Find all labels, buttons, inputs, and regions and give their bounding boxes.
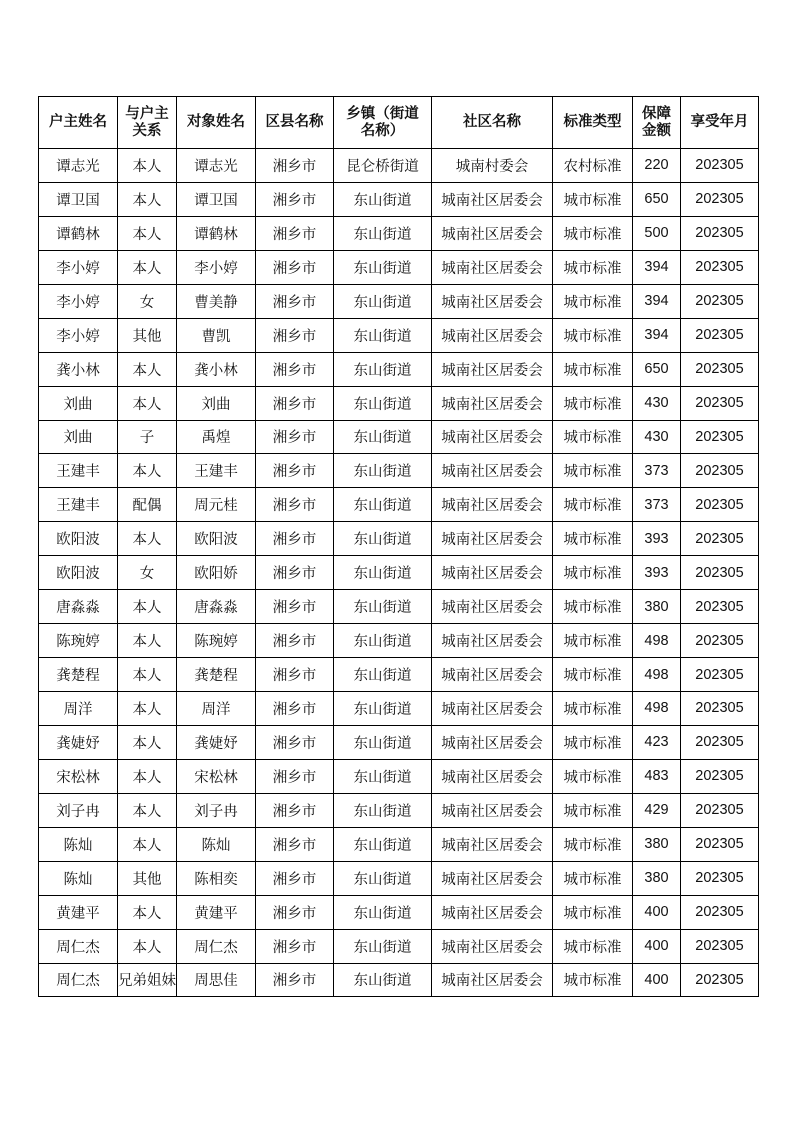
cell-community: 城南社区居委会 — [432, 488, 553, 522]
cell-relation: 本人 — [118, 658, 177, 692]
cell-household-head: 欧阳波 — [39, 556, 118, 590]
cell-relation: 本人 — [118, 182, 177, 216]
cell-relation: 本人 — [118, 929, 177, 963]
cell-town: 东山街道 — [334, 861, 432, 895]
cell-month: 202305 — [681, 590, 759, 624]
cell-recipient: 刘子冉 — [177, 793, 256, 827]
cell-standard: 城市标准 — [553, 216, 633, 250]
table-row — [39, 454, 759, 488]
cell-standard: 城市标准 — [553, 284, 633, 318]
cell-relation: 女 — [118, 284, 177, 318]
cell-relation: 本人 — [118, 522, 177, 556]
cell-community: 城南社区居委会 — [432, 692, 553, 726]
table-row — [39, 352, 759, 386]
cell-amount: 373 — [633, 454, 681, 488]
cell-town: 东山街道 — [334, 182, 432, 216]
cell-relation: 本人 — [118, 149, 177, 183]
cell-community: 城南社区居委会 — [432, 182, 553, 216]
cell-household-head: 陈灿 — [39, 827, 118, 861]
cell-household-head: 李小婷 — [39, 284, 118, 318]
table-row — [39, 793, 759, 827]
cell-amount: 423 — [633, 725, 681, 759]
column-header-label: 关系 — [132, 122, 162, 139]
cell-household-head: 李小婷 — [39, 250, 118, 284]
cell-town: 东山街道 — [334, 590, 432, 624]
cell-month: 202305 — [681, 386, 759, 420]
cell-household-head: 陈琬婷 — [39, 624, 118, 658]
cell-recipient: 陈灿 — [177, 827, 256, 861]
cell-county: 湘乡市 — [256, 216, 334, 250]
cell-household-head: 唐淼淼 — [39, 590, 118, 624]
cell-community: 城南社区居委会 — [432, 250, 553, 284]
cell-standard: 城市标准 — [553, 895, 633, 929]
cell-community: 城南社区居委会 — [432, 386, 553, 420]
table-row — [39, 386, 759, 420]
subsidy-table — [38, 96, 759, 997]
cell-household-head: 刘曲 — [39, 420, 118, 454]
cell-amount: 430 — [633, 386, 681, 420]
cell-county: 湘乡市 — [256, 149, 334, 183]
table-row — [39, 692, 759, 726]
cell-relation: 女 — [118, 556, 177, 590]
cell-relation: 其他 — [118, 861, 177, 895]
cell-month: 202305 — [681, 352, 759, 386]
cell-recipient: 唐淼淼 — [177, 590, 256, 624]
cell-month: 202305 — [681, 759, 759, 793]
cell-relation: 本人 — [118, 895, 177, 929]
cell-relation: 兄弟姐妹 — [118, 963, 177, 997]
cell-recipient: 龚婕妤 — [177, 725, 256, 759]
column-header-amount — [633, 97, 681, 149]
cell-community: 城南社区居委会 — [432, 827, 553, 861]
cell-community: 城南社区居委会 — [432, 522, 553, 556]
cell-town: 东山街道 — [334, 386, 432, 420]
cell-standard: 城市标准 — [553, 386, 633, 420]
cell-recipient: 陈琬婷 — [177, 624, 256, 658]
cell-amount: 394 — [633, 284, 681, 318]
cell-relation: 本人 — [118, 827, 177, 861]
cell-relation: 本人 — [118, 725, 177, 759]
cell-recipient: 周思佳 — [177, 963, 256, 997]
cell-household-head: 龚小林 — [39, 352, 118, 386]
table-row — [39, 759, 759, 793]
cell-month: 202305 — [681, 929, 759, 963]
cell-standard: 城市标准 — [553, 658, 633, 692]
table-row — [39, 318, 759, 352]
cell-town: 东山街道 — [334, 725, 432, 759]
cell-recipient: 龚小林 — [177, 352, 256, 386]
cell-month: 202305 — [681, 216, 759, 250]
table-row — [39, 250, 759, 284]
column-header-label: 对象姓名 — [187, 114, 245, 130]
cell-month: 202305 — [681, 692, 759, 726]
cell-town: 东山街道 — [334, 827, 432, 861]
cell-recipient: 谭鹤林 — [177, 216, 256, 250]
cell-household-head: 黄建平 — [39, 895, 118, 929]
cell-county: 湘乡市 — [256, 827, 334, 861]
cell-community: 城南社区居委会 — [432, 590, 553, 624]
column-header-label: 享受年月 — [690, 114, 749, 130]
cell-town: 东山街道 — [334, 454, 432, 488]
cell-recipient: 周元桂 — [177, 488, 256, 522]
cell-amount: 380 — [633, 590, 681, 624]
cell-county: 湘乡市 — [256, 250, 334, 284]
cell-recipient: 李小婷 — [177, 250, 256, 284]
cell-relation: 本人 — [118, 793, 177, 827]
cell-household-head: 王建丰 — [39, 488, 118, 522]
cell-town: 东山街道 — [334, 250, 432, 284]
table-body — [39, 149, 759, 997]
cell-recipient: 谭志光 — [177, 149, 256, 183]
cell-month: 202305 — [681, 861, 759, 895]
cell-recipient: 陈相奕 — [177, 861, 256, 895]
column-header-label: 社区名称 — [463, 114, 521, 130]
cell-amount: 380 — [633, 861, 681, 895]
cell-town: 东山街道 — [334, 692, 432, 726]
cell-household-head: 陈灿 — [39, 861, 118, 895]
table-row — [39, 725, 759, 759]
cell-town: 东山街道 — [334, 420, 432, 454]
cell-county: 湘乡市 — [256, 895, 334, 929]
cell-town: 东山街道 — [334, 556, 432, 590]
cell-amount: 380 — [633, 827, 681, 861]
cell-standard: 城市标准 — [553, 624, 633, 658]
cell-community: 城南社区居委会 — [432, 929, 553, 963]
cell-standard: 城市标准 — [553, 250, 633, 284]
cell-town: 东山街道 — [334, 963, 432, 997]
cell-county: 湘乡市 — [256, 658, 334, 692]
cell-household-head: 刘子冉 — [39, 793, 118, 827]
cell-county: 湘乡市 — [256, 522, 334, 556]
cell-county: 湘乡市 — [256, 759, 334, 793]
column-header-label: 保障 — [642, 105, 671, 122]
cell-standard: 城市标准 — [553, 827, 633, 861]
table-row — [39, 182, 759, 216]
table-row — [39, 149, 759, 183]
cell-standard: 城市标准 — [553, 692, 633, 726]
cell-town: 东山街道 — [334, 284, 432, 318]
cell-community: 城南社区居委会 — [432, 352, 553, 386]
table-row — [39, 590, 759, 624]
table-row — [39, 929, 759, 963]
cell-amount: 429 — [633, 793, 681, 827]
cell-household-head: 刘曲 — [39, 386, 118, 420]
cell-month: 202305 — [681, 827, 759, 861]
table-row — [39, 827, 759, 861]
cell-community: 城南社区居委会 — [432, 658, 553, 692]
column-header-community — [432, 97, 553, 149]
cell-community: 城南社区居委会 — [432, 725, 553, 759]
column-header-standard — [553, 97, 633, 149]
cell-county: 湘乡市 — [256, 692, 334, 726]
cell-standard: 城市标准 — [553, 963, 633, 997]
column-header-recipient — [177, 97, 256, 149]
table-row — [39, 556, 759, 590]
cell-standard: 城市标准 — [553, 861, 633, 895]
cell-county: 湘乡市 — [256, 318, 334, 352]
cell-county: 湘乡市 — [256, 861, 334, 895]
cell-recipient: 龚楚程 — [177, 658, 256, 692]
cell-town: 东山街道 — [334, 318, 432, 352]
table-row — [39, 895, 759, 929]
cell-county: 湘乡市 — [256, 590, 334, 624]
column-header-label: 户主姓名 — [49, 114, 107, 130]
table-row — [39, 488, 759, 522]
cell-amount: 483 — [633, 759, 681, 793]
cell-relation: 本人 — [118, 759, 177, 793]
cell-standard: 城市标准 — [553, 182, 633, 216]
cell-standard: 城市标准 — [553, 590, 633, 624]
cell-recipient: 曹美静 — [177, 284, 256, 318]
cell-town: 昆仑桥街道 — [334, 149, 432, 183]
column-header-month — [681, 97, 759, 149]
cell-county: 湘乡市 — [256, 929, 334, 963]
cell-standard: 城市标准 — [553, 556, 633, 590]
cell-household-head: 谭志光 — [39, 149, 118, 183]
cell-relation: 本人 — [118, 590, 177, 624]
cell-standard: 城市标准 — [553, 725, 633, 759]
cell-relation: 其他 — [118, 318, 177, 352]
cell-month: 202305 — [681, 624, 759, 658]
cell-amount: 394 — [633, 318, 681, 352]
cell-relation: 本人 — [118, 216, 177, 250]
cell-community: 城南社区居委会 — [432, 963, 553, 997]
cell-community: 城南社区居委会 — [432, 318, 553, 352]
cell-household-head: 欧阳波 — [39, 522, 118, 556]
cell-community: 城南社区居委会 — [432, 284, 553, 318]
cell-relation: 本人 — [118, 454, 177, 488]
table-row — [39, 624, 759, 658]
cell-standard: 城市标准 — [553, 454, 633, 488]
cell-standard: 城市标准 — [553, 793, 633, 827]
cell-county: 湘乡市 — [256, 963, 334, 997]
cell-month: 202305 — [681, 793, 759, 827]
cell-amount: 373 — [633, 488, 681, 522]
cell-amount: 393 — [633, 522, 681, 556]
cell-standard: 城市标准 — [553, 488, 633, 522]
cell-county: 湘乡市 — [256, 420, 334, 454]
cell-month: 202305 — [681, 182, 759, 216]
column-header-relation — [118, 97, 177, 149]
cell-recipient: 欧阳波 — [177, 522, 256, 556]
cell-household-head: 周洋 — [39, 692, 118, 726]
column-header-label: 乡镇（街道 — [346, 105, 419, 122]
cell-county: 湘乡市 — [256, 488, 334, 522]
cell-recipient: 周洋 — [177, 692, 256, 726]
cell-community: 城南社区居委会 — [432, 895, 553, 929]
table-row — [39, 522, 759, 556]
cell-standard: 城市标准 — [553, 929, 633, 963]
cell-county: 湘乡市 — [256, 725, 334, 759]
cell-amount: 400 — [633, 929, 681, 963]
cell-recipient: 宋松林 — [177, 759, 256, 793]
cell-recipient: 刘曲 — [177, 386, 256, 420]
cell-town: 东山街道 — [334, 352, 432, 386]
cell-standard: 城市标准 — [553, 352, 633, 386]
table-row — [39, 216, 759, 250]
cell-amount: 430 — [633, 420, 681, 454]
table-row — [39, 861, 759, 895]
cell-county: 湘乡市 — [256, 624, 334, 658]
cell-recipient: 禹煌 — [177, 420, 256, 454]
cell-community: 城南社区居委会 — [432, 556, 553, 590]
cell-month: 202305 — [681, 488, 759, 522]
cell-town: 东山街道 — [334, 793, 432, 827]
cell-relation: 本人 — [118, 386, 177, 420]
cell-household-head: 周仁杰 — [39, 929, 118, 963]
cell-community: 城南社区居委会 — [432, 454, 553, 488]
cell-community: 城南社区居委会 — [432, 861, 553, 895]
cell-month: 202305 — [681, 284, 759, 318]
cell-household-head: 王建丰 — [39, 454, 118, 488]
cell-relation: 本人 — [118, 692, 177, 726]
cell-community: 城南村委会 — [432, 149, 553, 183]
cell-month: 202305 — [681, 963, 759, 997]
cell-relation: 子 — [118, 420, 177, 454]
cell-town: 东山街道 — [334, 488, 432, 522]
table-row — [39, 284, 759, 318]
cell-community: 城南社区居委会 — [432, 420, 553, 454]
cell-month: 202305 — [681, 318, 759, 352]
cell-amount: 393 — [633, 556, 681, 590]
cell-month: 202305 — [681, 522, 759, 556]
column-header-label: 名称） — [360, 122, 405, 139]
cell-amount: 650 — [633, 352, 681, 386]
cell-household-head: 谭卫国 — [39, 182, 118, 216]
cell-amount: 498 — [633, 658, 681, 692]
cell-month: 202305 — [681, 149, 759, 183]
cell-month: 202305 — [681, 454, 759, 488]
cell-standard: 城市标准 — [553, 522, 633, 556]
cell-standard: 农村标准 — [553, 149, 633, 183]
cell-town: 东山街道 — [334, 624, 432, 658]
cell-amount: 498 — [633, 624, 681, 658]
cell-amount: 394 — [633, 250, 681, 284]
column-header-label: 金额 — [642, 122, 671, 139]
cell-month: 202305 — [681, 250, 759, 284]
table-row — [39, 420, 759, 454]
cell-month: 202305 — [681, 556, 759, 590]
column-header-household-head — [39, 97, 118, 149]
cell-town: 东山街道 — [334, 929, 432, 963]
cell-household-head: 谭鹤林 — [39, 216, 118, 250]
cell-recipient: 谭卫国 — [177, 182, 256, 216]
cell-community: 城南社区居委会 — [432, 759, 553, 793]
cell-town: 东山街道 — [334, 658, 432, 692]
cell-household-head: 宋松林 — [39, 759, 118, 793]
cell-standard: 城市标准 — [553, 420, 633, 454]
cell-relation: 本人 — [118, 352, 177, 386]
cell-recipient: 曹凯 — [177, 318, 256, 352]
cell-county: 湘乡市 — [256, 284, 334, 318]
table-row — [39, 963, 759, 997]
cell-recipient: 周仁杰 — [177, 929, 256, 963]
cell-amount: 498 — [633, 692, 681, 726]
cell-community: 城南社区居委会 — [432, 624, 553, 658]
cell-month: 202305 — [681, 725, 759, 759]
cell-amount: 220 — [633, 149, 681, 183]
cell-month: 202305 — [681, 420, 759, 454]
header-row — [39, 97, 759, 149]
cell-community: 城南社区居委会 — [432, 216, 553, 250]
cell-household-head: 龚婕妤 — [39, 725, 118, 759]
subsidy-roster — [38, 96, 758, 997]
column-header-county — [256, 97, 334, 149]
cell-household-head: 龚楚程 — [39, 658, 118, 692]
cell-town: 东山街道 — [334, 895, 432, 929]
cell-relation: 本人 — [118, 250, 177, 284]
cell-town: 东山街道 — [334, 759, 432, 793]
cell-relation: 本人 — [118, 624, 177, 658]
cell-amount: 650 — [633, 182, 681, 216]
column-header-label: 标准类型 — [563, 114, 622, 130]
cell-standard: 城市标准 — [553, 318, 633, 352]
table-row — [39, 658, 759, 692]
cell-county: 湘乡市 — [256, 793, 334, 827]
cell-county: 湘乡市 — [256, 182, 334, 216]
cell-county: 湘乡市 — [256, 454, 334, 488]
cell-county: 湘乡市 — [256, 556, 334, 590]
cell-county: 湘乡市 — [256, 386, 334, 420]
cell-month: 202305 — [681, 658, 759, 692]
cell-household-head: 周仁杰 — [39, 963, 118, 997]
column-header-label: 区县名称 — [265, 114, 324, 130]
cell-town: 东山街道 — [334, 522, 432, 556]
cell-amount: 400 — [633, 895, 681, 929]
column-header-town — [334, 97, 432, 149]
cell-community: 城南社区居委会 — [432, 793, 553, 827]
cell-town: 东山街道 — [334, 216, 432, 250]
cell-amount: 500 — [633, 216, 681, 250]
cell-amount: 400 — [633, 963, 681, 997]
cell-standard: 城市标准 — [553, 759, 633, 793]
cell-recipient: 欧阳娇 — [177, 556, 256, 590]
column-header-label: 与户主 — [125, 105, 169, 122]
cell-recipient: 王建丰 — [177, 454, 256, 488]
cell-county: 湘乡市 — [256, 352, 334, 386]
cell-month: 202305 — [681, 895, 759, 929]
cell-relation: 配偶 — [118, 488, 177, 522]
cell-recipient: 黄建平 — [177, 895, 256, 929]
cell-household-head: 李小婷 — [39, 318, 118, 352]
